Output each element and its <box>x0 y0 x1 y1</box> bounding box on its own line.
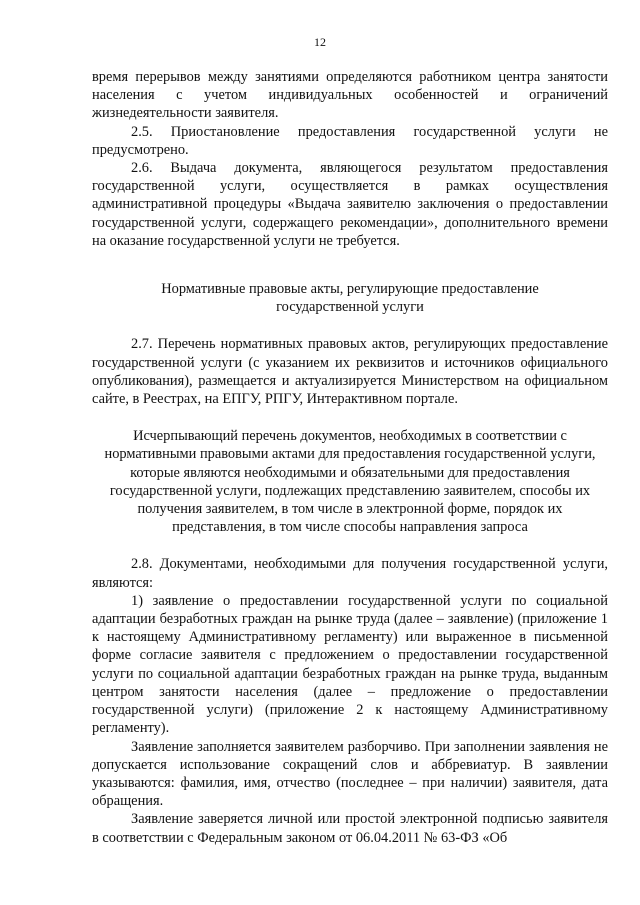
section-heading-documents-list: Исчерпывающий перечень документов, необходимых в соответствии с нормативными правовыми актами для предоставления государственной услуги, которые являются необходимыми и обязательными для предоставления государственной услуги, подлежащих представлению заявителем, способы их получения заявителем, в том числе в электронной форме, порядок их представления, в том числе способы направления запроса <box>104 428 596 536</box>
paragraph-2-7: 2.7. Перечень нормативных правовых актов, регулирующих предоставление государственной услуги (с указанием их реквизитов и источников официального опубликования), размещается и актуализируется Министерством на официальном сайте, в Реестрах, на ЕПГУ, РПГУ, Интерактивном портале. <box>92 336 608 408</box>
page-number: 12 <box>314 35 326 49</box>
section-heading-legal-acts: Нормативные правовые акты, регулирующие предоставление государственной услуги <box>161 281 539 316</box>
paragraph-2-6: 2.6. Выдача документа, являющегося результатом предоставления государственной услуги, осуществляется в рамках осуществления административной процедуры «Выдача заявителю заключения о предоставлении государственной услуги, содержащего рекомендации», дополнительного времени на оказание государственной услуги не требуется. <box>92 160 608 249</box>
paragraph-application-filling: Заявление заполняется заявителем разборчиво. При заполнении заявления не допускается использование сокращений слов и аббревиатур. В заявлении указываются: фамилия, имя, отчество (последнее – при наличии) заявителя, дата обращения. <box>92 738 608 810</box>
paragraph-2-8-item-1: 1) заявление о предоставлении государственной услуги по социальной адаптации безработных граждан на рынке труда (далее – заявление) (приложение 1 к настоящему Административному регламенту) или выраженное в письменной форме согласие заявителя с предложением о предоставлении государственной услуги по социальной адаптации безработных граждан на рынке труда, выданным центром занятости населения (далее – предложение о предоставлении государственной услуги) (приложение 2 к настоящему Административному регламенту). <box>92 592 608 737</box>
paragraph-2-8: 2.8. Документами, необходимыми для получения государственной услуги, являются: <box>92 556 608 591</box>
paragraph-application-signature: Заявление заверяется личной или простой электронной подписью заявителя в соответствии с Федеральным законом от 06.04.2011 № 63-ФЗ «Об <box>92 811 608 846</box>
paragraph-2-5: 2.5. Приостановление предоставления государственной услуги не предусмотрено. <box>92 123 608 158</box>
document-body <box>92 68 608 847</box>
paragraph-continuation: время перерывов между занятиями определяются работником центра занятости населения с учетом индивидуальных особенностей и ограничений жизнедеятельности заявителя. <box>92 69 608 122</box>
